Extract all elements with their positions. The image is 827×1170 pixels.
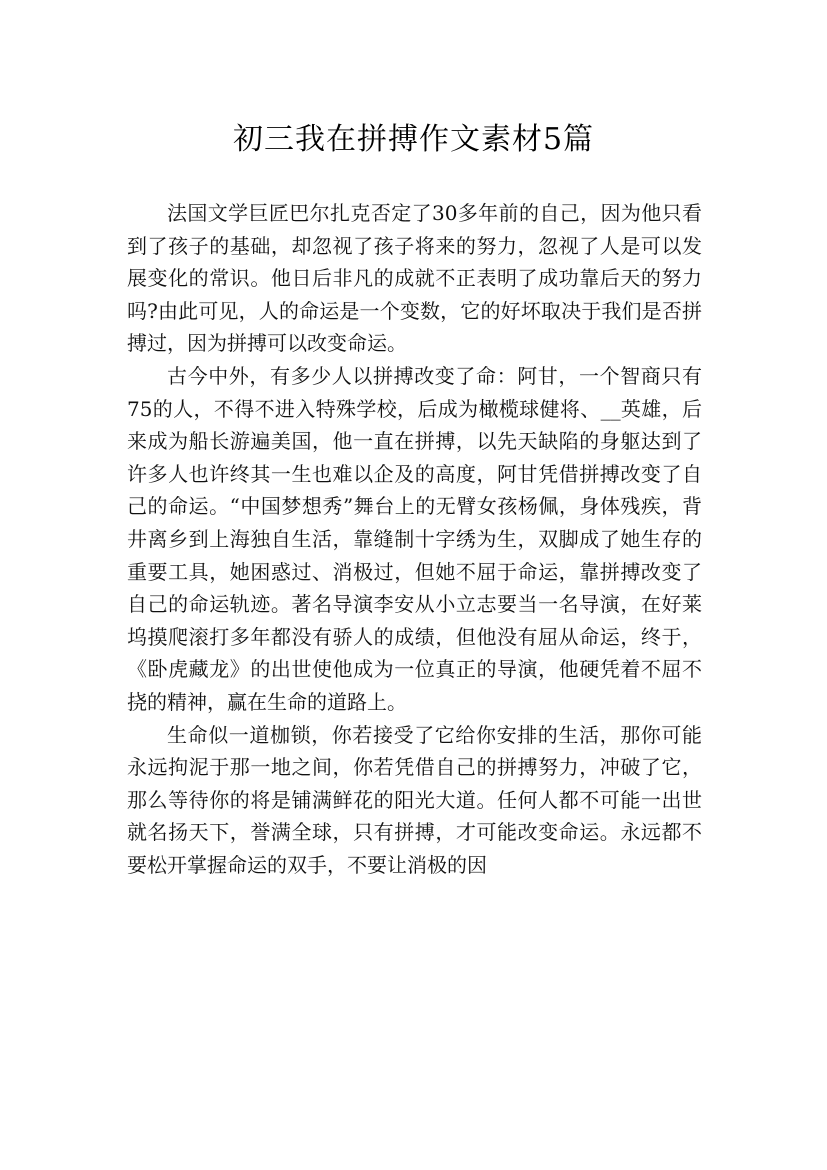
paragraph-1: 法国文学巨匠巴尔扎克否定了30多年前的自己，因为他只看到了孩子的基础，却忽视了孩子将来的努力，忽视了人是可以发展变化的常识。他日后非凡的成就不正表明了成功靠后天的努力吗?由此可见，人的命运是一个变数，它的好坏取决于我们是否拼搏过，因为拼搏可以改变命运。: [127, 201, 702, 356]
paragraph-3: 生命似一道枷锁，你若接受了它给你安排的生活，那你可能永远拘泥于那一地之间，你若凭借自己的拼搏努力，冲破了它，那么等待你的将是铺满鲜花的阳光大道。任何人都不可能一出世就名扬天下，誉满全球，只有拼搏，才可能改变命运。永远都不要松开掌握命运的双手，不要让消极的因: [127, 722, 702, 877]
document-body: [127, 197, 702, 881]
paragraph-2: 古今中外，有多少人以拼搏改变了命：阿甘，一个智商只有75的人，不得不进入特殊学校，后成为橄榄球健将、__英雄，后来成为船长游遍美国，他一直在拼搏，以先天缺陷的身躯达到了许多人也许终其一生也难以企及的高度，阿甘凭借拼搏改变了自己的命运。“中国梦想秀”舞台上的无臂女孩杨佩，身体残疾，背井离乡到上海独自生活，靠缝制十字绣为生，双脚成了她生存的重要工具，她困惑过、消极过，但她不屈于命运，靠拼搏改变了自己的命运轨迹。著名导演李安从小立志要当一名导演，在好莱坞摸爬滚打多年都没有骄人的成绩，但他没有屈从命运，终于，《卧虎藏龙》的出世使他成为一位真正的导演，他硬凭着不屈不挠的精神，赢在生命的道路上。: [127, 363, 702, 714]
document-title: 初三我在拼搏作文素材5篇: [232, 122, 595, 158]
